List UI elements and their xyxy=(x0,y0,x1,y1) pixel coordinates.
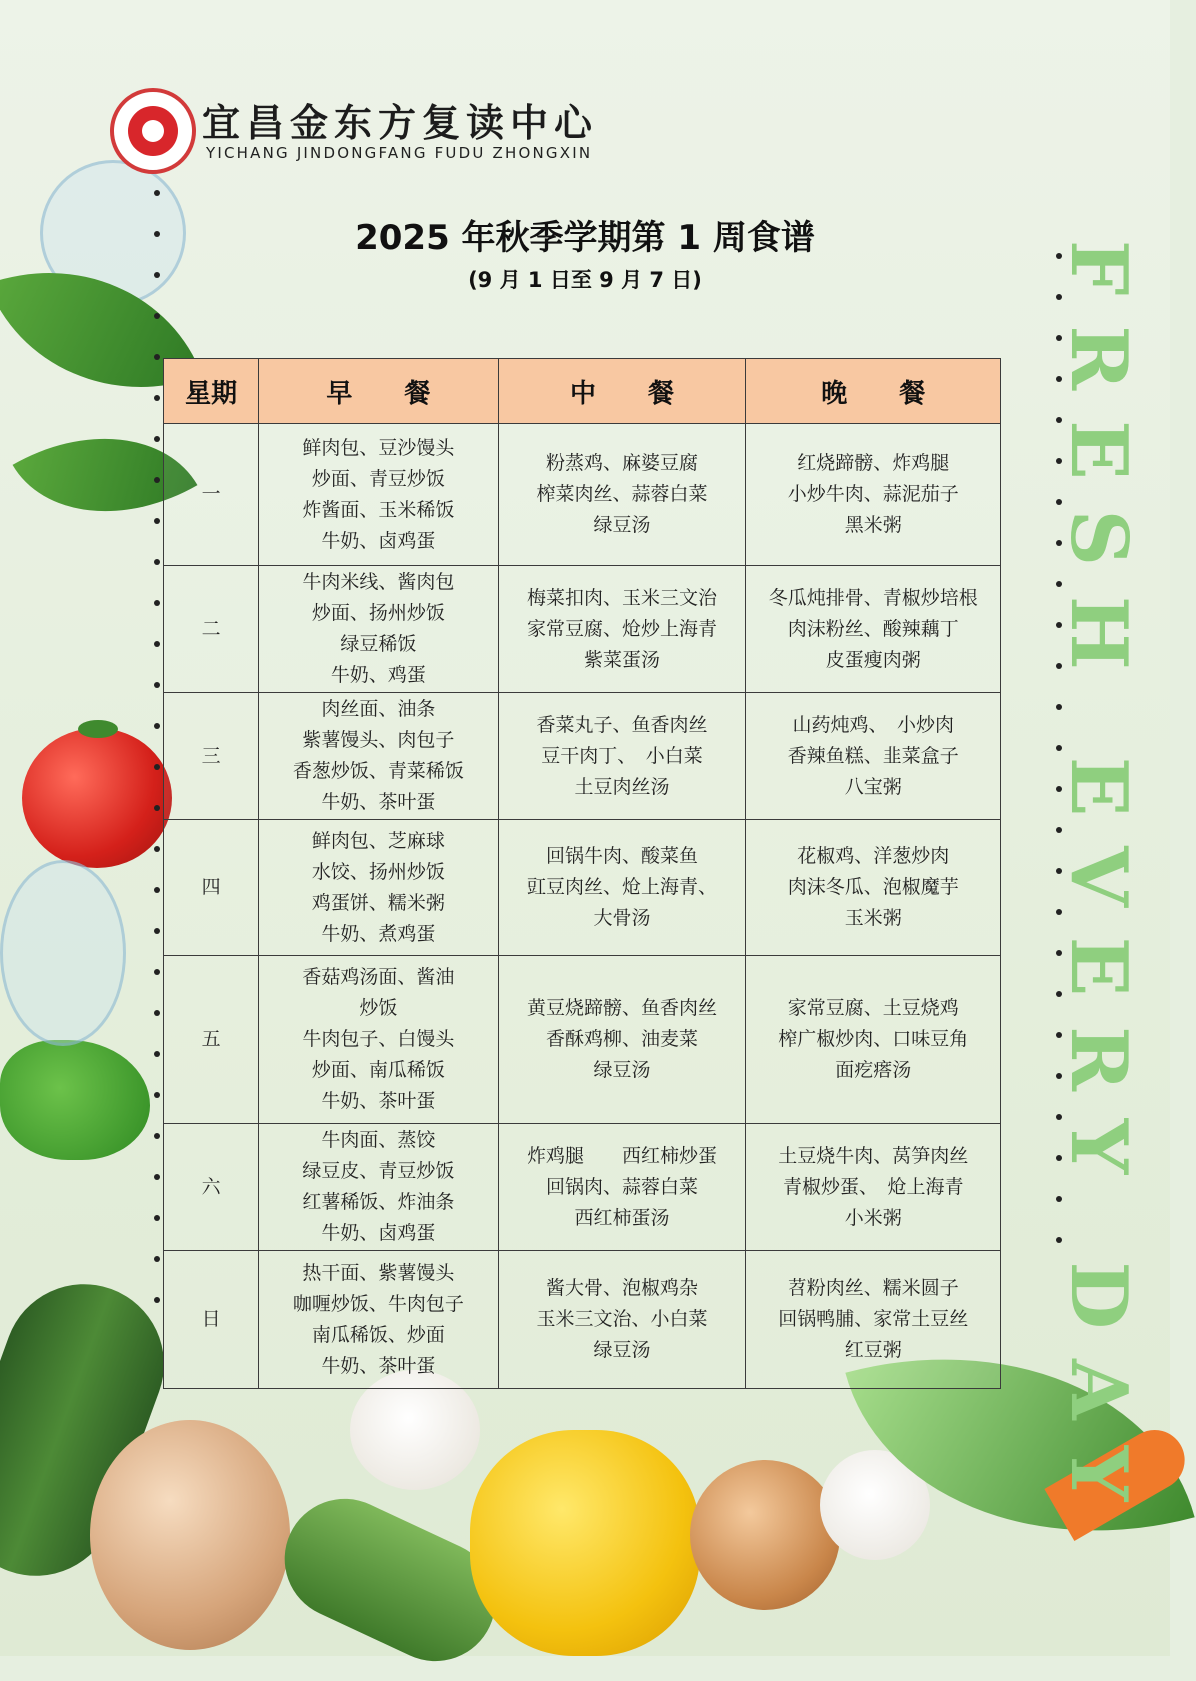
dish-line: 回锅鸭脯、家常土豆丝 xyxy=(778,1308,969,1330)
dot-decoration xyxy=(154,313,160,319)
dish-line: 豆干肉丁、 小白菜 xyxy=(541,744,703,767)
dish-line: 小炒牛肉、蒜泥茄子 xyxy=(787,483,959,505)
dish-line: 牛肉包子、白馒头 xyxy=(302,1028,455,1050)
school-logo xyxy=(110,88,710,178)
dish-line: 绿豆汤 xyxy=(593,514,651,536)
dish-line: 牛奶、茶叶蛋 xyxy=(321,1090,436,1112)
lunch-cell xyxy=(498,424,746,566)
breakfast-cell xyxy=(259,1251,498,1389)
dot-decoration xyxy=(154,559,160,565)
dish-line: 香酥鸡柳、油麦菜 xyxy=(545,1028,698,1050)
dot-decoration xyxy=(154,805,160,811)
lunch-cell xyxy=(498,693,746,820)
dot-decoration xyxy=(154,1010,160,1016)
dish-line: 牛奶、鸡蛋 xyxy=(330,664,426,686)
dish-line: 鲜肉包、豆沙馒头 xyxy=(302,436,455,459)
table-row xyxy=(164,1124,1001,1251)
dish-line: 黑米粥 xyxy=(844,514,902,536)
breakfast-cell xyxy=(259,566,498,693)
dish-line: 炒面、青豆炒饭 xyxy=(311,467,445,490)
dot-decoration xyxy=(154,231,160,237)
slogan-text: FRESH EVERY DAY xyxy=(1053,240,1144,1532)
dot-decoration xyxy=(154,928,160,934)
lunch-cell xyxy=(498,566,746,693)
dish-line: 土豆烧牛肉、莴笋肉丝 xyxy=(778,1144,969,1167)
dish-line: 南瓜稀饭、炒面 xyxy=(311,1323,445,1346)
header-breakfast: 早 餐 xyxy=(259,359,498,424)
dish-line: 炸酱面、玉米稀饭 xyxy=(302,498,455,521)
dinner-cell xyxy=(746,566,1001,693)
dish-line: 西红柿蛋汤 xyxy=(574,1206,670,1229)
dish-line: 牛奶、茶叶蛋 xyxy=(321,1354,436,1377)
day-cell: 二 xyxy=(164,566,259,693)
dish-line: 梅菜扣肉、玉米三文治 xyxy=(526,586,717,609)
table-row xyxy=(164,424,1001,566)
onion-decoration xyxy=(690,1460,840,1610)
day-cell: 一 xyxy=(164,424,259,566)
lunch-cell xyxy=(498,820,746,956)
dot-decoration xyxy=(154,1256,160,1262)
left-dot-line xyxy=(154,190,162,1310)
dish-line: 小米粥 xyxy=(844,1206,902,1229)
dish-line: 炒面、扬州炒饭 xyxy=(311,602,445,624)
dinner-cell xyxy=(746,693,1001,820)
dish-line: 香菜丸子、鱼香肉丝 xyxy=(536,713,708,736)
dish-line: 炸鸡腿 西红柿炒蛋 xyxy=(526,1144,717,1167)
dish-line: 牛奶、茶叶蛋 xyxy=(321,791,436,813)
dish-line: 绿豆稀饭 xyxy=(340,633,417,655)
dish-line: 红豆粥 xyxy=(844,1339,902,1361)
breakfast-cell xyxy=(259,956,498,1124)
table-row xyxy=(164,820,1001,956)
dish-line: 家常豆腐、炝炒上海青 xyxy=(526,617,717,640)
dot-decoration xyxy=(154,1092,160,1098)
dish-line: 大骨汤 xyxy=(593,907,651,929)
table-row xyxy=(164,1251,1001,1389)
dish-line: 土豆肉丝汤 xyxy=(574,775,670,798)
dish-line: 炒饭 xyxy=(359,997,398,1019)
weekly-menu-table xyxy=(163,358,1001,1389)
dish-line: 榨菜肉丝、蒜蓉白菜 xyxy=(536,483,708,505)
dot-decoration xyxy=(154,641,160,647)
dish-line: 花椒鸡、洋葱炒肉 xyxy=(797,845,950,867)
dish-line: 回锅肉、蒜蓉白菜 xyxy=(545,1175,698,1198)
tomato-decoration xyxy=(22,728,172,868)
dish-line: 玉米粥 xyxy=(844,907,902,929)
dish-line: 面疙瘩汤 xyxy=(835,1059,912,1081)
dish-line: 红烧蹄髈、炸鸡腿 xyxy=(797,452,950,474)
dish-line: 山药炖鸡、 小炒肉 xyxy=(792,713,954,736)
dish-line: 炒面、南瓜稀饭 xyxy=(311,1059,445,1081)
date-range: (9 月 1 日至 9 月 7 日) xyxy=(468,268,702,292)
logo-emblem-icon xyxy=(110,88,196,174)
tomato-stem-decoration xyxy=(78,720,118,738)
header-dinner: 晚 餐 xyxy=(746,359,1001,424)
dish-line: 绿豆汤 xyxy=(593,1339,651,1361)
dish-line: 黄豆烧蹄髈、鱼香肉丝 xyxy=(526,997,717,1019)
dish-line: 青椒炒蛋、 炝上海青 xyxy=(782,1175,964,1198)
table-row xyxy=(164,566,1001,693)
lunch-cell xyxy=(498,1251,746,1389)
logo-title: 宜昌金东方复读中心 xyxy=(202,100,599,145)
dish-line: 紫薯馒头、肉包子 xyxy=(302,729,455,751)
dish-line: 粉蒸鸡、麻婆豆腐 xyxy=(545,452,698,474)
table-row xyxy=(164,693,1001,820)
dinner-cell xyxy=(746,956,1001,1124)
dot-decoration xyxy=(154,969,160,975)
page-title: 2025 年秋季学期第 1 周食谱 xyxy=(355,218,815,258)
dot-decoration xyxy=(154,1215,160,1221)
dish-line: 绿豆皮、青豆炒饭 xyxy=(302,1160,455,1182)
dot-decoration xyxy=(154,190,160,196)
dot-decoration xyxy=(154,846,160,852)
lunch-cell xyxy=(498,1124,746,1251)
day-cell: 五 xyxy=(164,956,259,1124)
dish-line: 鸡蛋饼、糯米粥 xyxy=(311,891,445,914)
dish-line: 豇豆肉丝、炝上海青、 xyxy=(526,876,717,898)
breakfast-cell xyxy=(259,820,498,956)
dinner-cell xyxy=(746,820,1001,956)
dish-line: 热干面、紫薯馒头 xyxy=(302,1261,455,1284)
water-splash-decoration xyxy=(0,860,126,1046)
dish-line: 香菇鸡汤面、酱油 xyxy=(302,966,455,988)
onion-decoration xyxy=(90,1420,290,1650)
day-cell: 三 xyxy=(164,693,259,820)
dinner-cell xyxy=(746,1124,1001,1251)
dinner-cell xyxy=(746,1251,1001,1389)
dish-line: 八宝粥 xyxy=(844,775,902,798)
table-header-row xyxy=(164,359,1001,424)
dish-line: 紫菜蛋汤 xyxy=(583,648,660,671)
dish-line: 玉米三文治、小白菜 xyxy=(536,1308,708,1330)
breakfast-cell xyxy=(259,1124,498,1251)
dish-line: 香辣鱼糕、韭菜盒子 xyxy=(787,744,959,767)
dot-decoration xyxy=(154,764,160,770)
dot-decoration xyxy=(154,600,160,606)
dot-decoration xyxy=(154,518,160,524)
dish-line: 皮蛋瘦肉粥 xyxy=(825,648,921,671)
dish-line: 水饺、扬州炒饭 xyxy=(311,860,445,883)
dish-line: 肉沫冬瓜、泡椒魔芋 xyxy=(787,876,959,898)
dish-line: 香葱炒饭、青菜稀饭 xyxy=(292,760,464,782)
dish-line: 牛奶、煮鸡蛋 xyxy=(321,922,436,945)
dish-line: 家常豆腐、土豆烧鸡 xyxy=(787,997,959,1019)
dish-line: 牛肉米线、酱肉包 xyxy=(302,571,455,593)
dish-line: 红薯稀饭、炸油条 xyxy=(302,1191,455,1213)
dot-decoration xyxy=(154,887,160,893)
dish-line: 绿豆汤 xyxy=(593,1059,651,1081)
yellow-pepper-decoration xyxy=(470,1430,700,1656)
dot-decoration xyxy=(154,1174,160,1180)
header-day: 星期 xyxy=(164,359,259,424)
dinner-cell xyxy=(746,424,1001,566)
dish-line: 冬瓜炖排骨、青椒炒培根 xyxy=(768,586,978,609)
dot-decoration xyxy=(154,477,160,483)
dish-line: 肉沫粉丝、酸辣藕丁 xyxy=(787,617,959,640)
fresh-every-day-slogan xyxy=(1053,240,1160,1660)
dot-decoration xyxy=(154,1133,160,1139)
dot-decoration xyxy=(154,272,160,278)
dish-line: 回锅牛肉、酸菜鱼 xyxy=(545,845,698,867)
dot-decoration xyxy=(154,1297,160,1303)
dish-line: 牛奶、卤鸡蛋 xyxy=(321,529,436,552)
day-cell: 四 xyxy=(164,820,259,956)
breakfast-cell xyxy=(259,693,498,820)
dish-line: 牛奶、卤鸡蛋 xyxy=(321,1222,436,1244)
dot-decoration xyxy=(154,395,160,401)
dish-line: 牛肉面、蒸饺 xyxy=(321,1129,436,1151)
dot-decoration xyxy=(154,354,160,360)
day-cell: 六 xyxy=(164,1124,259,1251)
dish-line: 苕粉肉丝、糯米圆子 xyxy=(787,1277,959,1299)
logo-subtitle: YICHANG JINDONGFANG FUDU ZHONGXIN xyxy=(206,144,593,162)
dish-line: 鲜肉包、芝麻球 xyxy=(311,829,445,852)
breakfast-cell xyxy=(259,424,498,566)
dish-line: 咖喱炒饭、牛肉包子 xyxy=(292,1292,464,1315)
dish-line: 榨广椒炒肉、口味豆角 xyxy=(778,1028,969,1050)
lunch-cell xyxy=(498,956,746,1124)
dot-decoration xyxy=(154,1051,160,1057)
dish-line: 肉丝面、油条 xyxy=(321,698,436,720)
dish-line: 酱大骨、泡椒鸡杂 xyxy=(545,1277,698,1299)
table-row xyxy=(164,956,1001,1124)
header-lunch: 中 餐 xyxy=(498,359,746,424)
dot-decoration xyxy=(154,436,160,442)
dot-decoration xyxy=(154,682,160,688)
day-cell: 日 xyxy=(164,1251,259,1389)
dot-decoration xyxy=(154,723,160,729)
